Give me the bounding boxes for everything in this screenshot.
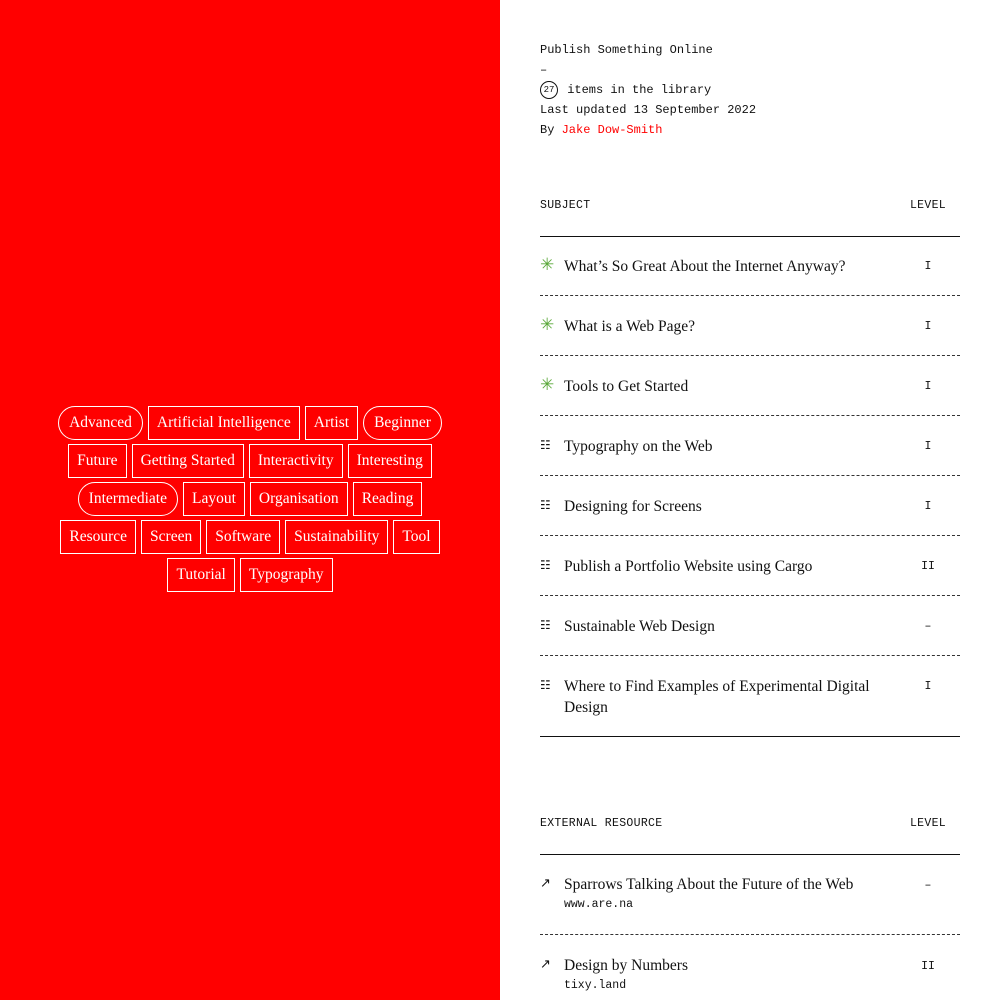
library-panel	[500, 0, 1000, 1000]
resource-column-header[interactable]: EXTERNAL RESOURCE	[540, 817, 663, 830]
tag-tutorial[interactable]: Tutorial	[167, 558, 234, 592]
subject-table-header	[540, 199, 960, 212]
resource-title[interactable]: Sparrows Talking About the Future of the Web	[564, 876, 854, 893]
subject-row[interactable]	[540, 656, 960, 737]
subject-title[interactable]: Tools to Get Started	[564, 378, 689, 395]
resource-level: II	[921, 960, 935, 973]
subject-level: I	[924, 380, 932, 393]
tag-screen[interactable]: Screen	[141, 520, 201, 554]
tag-organisation[interactable]: Organisation	[250, 482, 348, 516]
subject-title[interactable]: Where to Find Examples of Experimental Digital Design	[564, 678, 870, 716]
level-column-header[interactable]: LEVEL	[909, 199, 946, 212]
resource-table-body	[540, 854, 960, 1000]
resource-row[interactable]	[540, 935, 960, 1000]
asterisk-icon: ✳	[540, 255, 555, 275]
resource-table-header	[540, 817, 960, 830]
subject-table-body	[540, 236, 960, 737]
subject-title[interactable]: Designing for Screens	[564, 498, 702, 515]
byline	[540, 120, 756, 140]
tag-typography[interactable]: Typography	[240, 558, 333, 592]
tag-getting-started[interactable]: Getting Started	[132, 444, 244, 478]
library-meta	[540, 40, 756, 140]
meta-dash: –	[540, 63, 548, 77]
subject-row[interactable]	[540, 296, 960, 356]
subject-row[interactable]	[540, 476, 960, 536]
subject-level: I	[924, 680, 932, 693]
subject-title[interactable]: Sustainable Web Design	[564, 618, 715, 635]
tag-intermediate[interactable]: Intermediate	[78, 482, 178, 516]
tag-beginner[interactable]: Beginner	[363, 406, 442, 440]
arrow-up-right-icon: ↗	[540, 957, 551, 972]
item-count-line	[540, 80, 756, 100]
tag-sustainability[interactable]: Sustainability	[285, 520, 388, 554]
document-icon: ☷	[540, 498, 551, 512]
asterisk-icon: ✳	[540, 315, 555, 335]
tag-future[interactable]: Future	[68, 444, 126, 478]
tag-reading[interactable]: Reading	[353, 482, 423, 516]
subject-title[interactable]: What’s So Great About the Internet Anyway?	[564, 258, 846, 275]
resource-domain: www.are.na	[564, 898, 634, 911]
tag-cloud	[40, 406, 460, 592]
subject-title[interactable]: Publish a Portfolio Website using Cargo	[564, 558, 813, 575]
resource-domain: tixy.land	[564, 979, 627, 992]
subject-level: I	[924, 320, 932, 333]
resource-title[interactable]: Design by Numbers	[564, 957, 688, 974]
document-icon: ☷	[540, 618, 551, 632]
item-count-badge: 27	[540, 81, 558, 99]
item-count-label: items in the library	[567, 83, 712, 97]
tag-artificial-intelligence[interactable]: Artificial Intelligence	[148, 406, 300, 440]
library-title: Publish Something Online	[540, 43, 713, 57]
subject-level: II	[921, 560, 935, 573]
document-icon: ☷	[540, 438, 551, 452]
resource-body	[564, 875, 896, 911]
subject-column-header[interactable]: SUBJECT	[540, 199, 591, 212]
tag-layout[interactable]: Layout	[183, 482, 245, 516]
resource-body	[564, 956, 896, 992]
subject-row[interactable]	[540, 536, 960, 596]
subject-title[interactable]: What is a Web Page?	[564, 318, 696, 335]
subject-row[interactable]	[540, 596, 960, 656]
resource-level: –	[924, 879, 932, 892]
tag-advanced[interactable]: Advanced	[58, 406, 143, 440]
tag-resource[interactable]: Resource	[60, 520, 136, 554]
subject-level: I	[924, 440, 932, 453]
tag-artist[interactable]: Artist	[305, 406, 358, 440]
tag-tool[interactable]: Tool	[393, 520, 439, 554]
document-icon: ☷	[540, 678, 551, 692]
subject-row[interactable]	[540, 416, 960, 476]
author-link[interactable]: Jake Dow-Smith	[561, 123, 663, 137]
tag-interactivity[interactable]: Interactivity	[249, 444, 343, 478]
tag-software[interactable]: Software	[206, 520, 280, 554]
last-updated: Last updated 13 September 2022	[540, 103, 757, 117]
resource-level-column-header[interactable]: LEVEL	[909, 817, 946, 830]
byline-prefix: By	[540, 123, 555, 137]
asterisk-icon: ✳	[540, 375, 555, 395]
subject-row[interactable]	[540, 236, 960, 296]
document-icon: ☷	[540, 558, 551, 572]
subject-level: I	[924, 260, 932, 273]
subject-level: –	[924, 620, 932, 633]
arrow-up-right-icon: ↗	[540, 876, 551, 891]
resource-row[interactable]	[540, 854, 960, 935]
subject-level: I	[924, 500, 932, 513]
subject-title[interactable]: Typography on the Web	[564, 438, 713, 455]
subject-row[interactable]	[540, 356, 960, 416]
tag-interesting[interactable]: Interesting	[348, 444, 432, 478]
